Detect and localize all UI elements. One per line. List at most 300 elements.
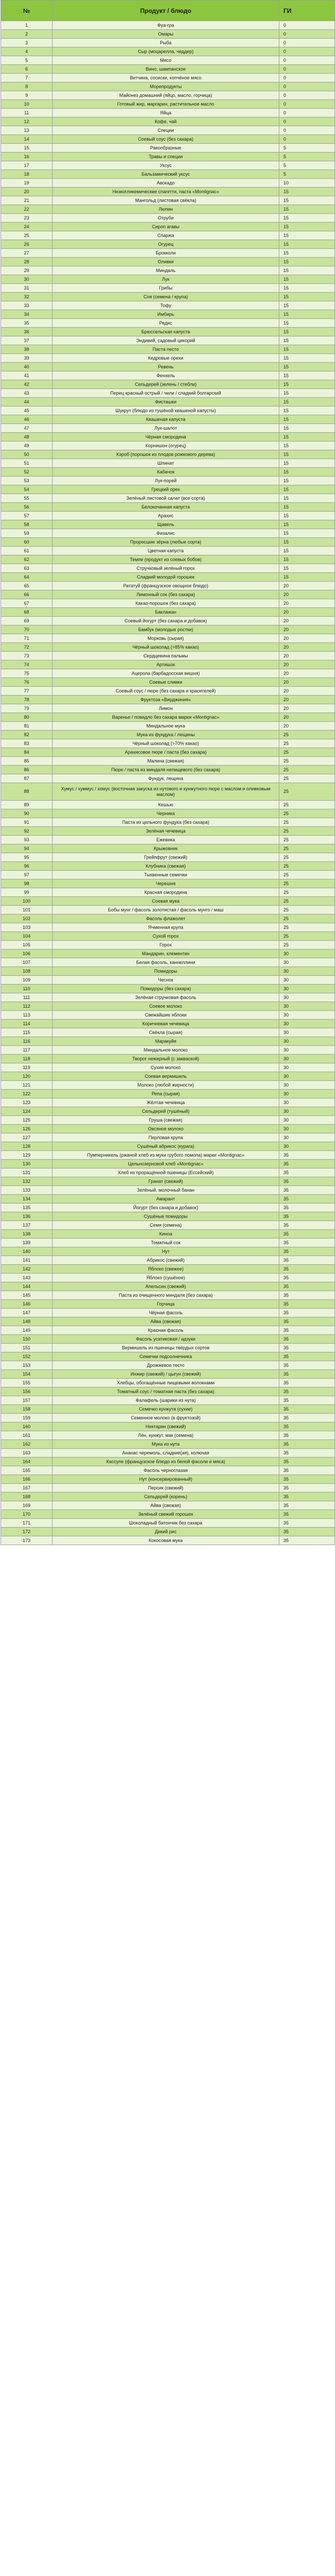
row-number: 93 xyxy=(1,836,53,844)
gi-value: 30 xyxy=(279,1072,335,1081)
gi-value: 30 xyxy=(279,950,335,958)
table-row xyxy=(1,371,335,380)
table-row xyxy=(1,1300,335,1309)
gi-value: 5 xyxy=(279,161,335,170)
row-number: 79 xyxy=(1,704,53,713)
row-number: 78 xyxy=(1,696,53,704)
gi-value: 35 xyxy=(279,1309,335,1317)
gi-value: 5 xyxy=(279,144,335,152)
header-gi: ГИ xyxy=(279,1,335,21)
product-name: Зелёный, молочный банан xyxy=(53,1186,279,1195)
row-number: 4 xyxy=(1,47,53,56)
product-name: Физалис xyxy=(53,529,279,538)
table-row xyxy=(1,293,335,301)
table-row xyxy=(1,1221,335,1230)
gi-value: 20 xyxy=(279,696,335,704)
table-row xyxy=(1,950,335,958)
gi-value: 35 xyxy=(279,1326,335,1335)
header-product: Продукт / блюдо xyxy=(53,1,279,21)
product-name: Семя (семена) xyxy=(53,1221,279,1230)
gi-value: 25 xyxy=(279,941,335,950)
gi-value: 30 xyxy=(279,1020,335,1028)
glycemic-index-table xyxy=(1,0,335,1545)
row-number: 130 xyxy=(1,1160,53,1168)
product-name: Клубника (свежая) xyxy=(53,862,279,871)
gi-value: 15 xyxy=(279,433,335,442)
table-row xyxy=(1,266,335,275)
gi-value: 0 xyxy=(279,100,335,109)
gi-value: 25 xyxy=(279,827,335,836)
product-name: Фасоль черноглазая xyxy=(53,1466,279,1475)
product-name: Репа (сырая) xyxy=(53,1090,279,1098)
table-row xyxy=(1,1361,335,1370)
row-number: 139 xyxy=(1,1239,53,1247)
row-number: 28 xyxy=(1,258,53,266)
row-number: 150 xyxy=(1,1335,53,1344)
product-name: Гранат (свежий) xyxy=(53,1177,279,1186)
table-row xyxy=(1,547,335,555)
row-number: 142 xyxy=(1,1265,53,1274)
table-row xyxy=(1,512,335,520)
table-row xyxy=(1,450,335,459)
gi-value: 0 xyxy=(279,82,335,91)
gi-value: 0 xyxy=(279,135,335,144)
product-name: Фуа-гра xyxy=(53,21,279,30)
row-number: 39 xyxy=(1,354,53,363)
row-number: 90 xyxy=(1,809,53,818)
gi-value: 15 xyxy=(279,275,335,284)
row-number: 7 xyxy=(1,74,53,82)
table-row xyxy=(1,1309,335,1317)
gi-value: 30 xyxy=(279,1125,335,1133)
gi-value: 30 xyxy=(279,1116,335,1125)
table-row xyxy=(1,739,335,748)
gi-value: 20 xyxy=(279,660,335,669)
gi-value: 20 xyxy=(279,599,335,608)
product-name: Грибы xyxy=(53,284,279,293)
gi-value: 15 xyxy=(279,442,335,450)
product-name: Лён, кунжут, мак (семена) xyxy=(53,1431,279,1440)
product-name: Черника xyxy=(53,809,279,818)
gi-value: 15 xyxy=(279,240,335,249)
table-row xyxy=(1,1510,335,1519)
table-row xyxy=(1,573,335,582)
gi-value: 20 xyxy=(279,669,335,678)
product-name: Кешью xyxy=(53,801,279,809)
product-name: Арахис xyxy=(53,512,279,520)
row-number: 23 xyxy=(1,214,53,223)
gi-value: 25 xyxy=(279,801,335,809)
gi-value: 30 xyxy=(279,1107,335,1116)
product-name: Тыквенные семечки xyxy=(53,871,279,879)
table-row xyxy=(1,731,335,739)
table-row xyxy=(1,433,335,442)
row-number: 167 xyxy=(1,1484,53,1493)
row-number: 59 xyxy=(1,529,53,538)
table-row xyxy=(1,100,335,109)
row-number: 54 xyxy=(1,485,53,494)
row-number: 151 xyxy=(1,1344,53,1352)
gi-value: 25 xyxy=(279,844,335,853)
table-row xyxy=(1,634,335,643)
gi-value: 25 xyxy=(279,906,335,914)
gi-value: 35 xyxy=(279,1405,335,1414)
product-name: Огурец xyxy=(53,240,279,249)
row-number: 129 xyxy=(1,1151,53,1160)
row-number: 10 xyxy=(1,100,53,109)
product-name: Маракуйя xyxy=(53,1037,279,1046)
gi-value: 30 xyxy=(279,1037,335,1046)
row-number: 152 xyxy=(1,1352,53,1361)
row-number: 52 xyxy=(1,468,53,477)
table-row xyxy=(1,1422,335,1431)
table-row xyxy=(1,783,335,801)
table-row xyxy=(1,47,335,56)
gi-value: 20 xyxy=(279,625,335,634)
product-name: Соевые сливки xyxy=(53,678,279,687)
product-name: Помидоры (без сахара) xyxy=(53,985,279,993)
gi-value: 30 xyxy=(279,958,335,967)
table-row xyxy=(1,1519,335,1528)
table-row xyxy=(1,39,335,47)
row-number: 13 xyxy=(1,126,53,135)
table-row xyxy=(1,1484,335,1493)
gi-value: 25 xyxy=(279,757,335,766)
row-number: 126 xyxy=(1,1125,53,1133)
gi-value: 30 xyxy=(279,1046,335,1055)
gi-value: 35 xyxy=(279,1484,335,1493)
product-name: Бальзамический уксус xyxy=(53,170,279,179)
product-name: Ракообразные xyxy=(53,144,279,152)
gi-value: 0 xyxy=(279,126,335,135)
table-row xyxy=(1,30,335,39)
table-row xyxy=(1,555,335,564)
row-number: 88 xyxy=(1,783,53,801)
gi-value: 15 xyxy=(279,529,335,538)
gi-value: 30 xyxy=(279,1063,335,1072)
gi-value: 35 xyxy=(279,1160,335,1168)
row-number: 22 xyxy=(1,205,53,214)
gi-value: 15 xyxy=(279,310,335,319)
row-number: 56 xyxy=(1,503,53,512)
row-number: 51 xyxy=(1,459,53,468)
row-number: 170 xyxy=(1,1510,53,1519)
row-number: 146 xyxy=(1,1300,53,1309)
gi-value: 15 xyxy=(279,188,335,196)
product-name: Йогурт (без сахара и добавок) xyxy=(53,1204,279,1212)
row-number: 25 xyxy=(1,231,53,240)
table-row xyxy=(1,1536,335,1545)
product-name: Инжир (свежий) / цыгун (свежий) xyxy=(53,1370,279,1379)
gi-value: 35 xyxy=(279,1536,335,1545)
product-name: Соевое молоко xyxy=(53,1002,279,1011)
table-row xyxy=(1,477,335,485)
table-row xyxy=(1,862,335,871)
table-row xyxy=(1,1142,335,1151)
row-number: 68 xyxy=(1,608,53,617)
product-name: Малина (свежая) xyxy=(53,757,279,766)
product-name: Фенхель xyxy=(53,371,279,380)
table-row xyxy=(1,1239,335,1247)
gi-value: 5 xyxy=(279,152,335,161)
row-number: 1 xyxy=(1,21,53,30)
row-number: 83 xyxy=(1,739,53,748)
gi-value: 35 xyxy=(279,1300,335,1309)
product-name: Какао-порошок (без сахара) xyxy=(53,599,279,608)
product-name: Айва (свежая) xyxy=(53,1317,279,1326)
row-number: 64 xyxy=(1,573,53,582)
row-number: 143 xyxy=(1,1274,53,1282)
table-row xyxy=(1,249,335,258)
row-number: 84 xyxy=(1,748,53,757)
table-row xyxy=(1,109,335,117)
product-name: Сушёный абрикос (курага) xyxy=(53,1142,279,1151)
product-name: Сельдерей (корень) xyxy=(53,1493,279,1501)
row-number: 96 xyxy=(1,862,53,871)
product-name: Артишок xyxy=(53,660,279,669)
product-name: Мука из фундука / лещины xyxy=(53,731,279,739)
gi-value: 20 xyxy=(279,652,335,660)
product-name: Нут (консервированный) xyxy=(53,1475,279,1484)
gi-value: 35 xyxy=(279,1317,335,1326)
product-name: Специи xyxy=(53,126,279,135)
table-row xyxy=(1,152,335,161)
table-row xyxy=(1,914,335,923)
gi-value: 35 xyxy=(279,1239,335,1247)
product-name: Семенное молоко (в фруктозой) xyxy=(53,1414,279,1422)
table-row xyxy=(1,503,335,512)
product-name: Апельсин (свежий) xyxy=(53,1282,279,1291)
gi-value: 15 xyxy=(279,284,335,293)
row-number: 124 xyxy=(1,1107,53,1116)
product-name: Лук-шалот xyxy=(53,424,279,433)
row-number: 82 xyxy=(1,731,53,739)
table-row xyxy=(1,179,335,188)
row-number: 134 xyxy=(1,1195,53,1204)
table-row xyxy=(1,345,335,354)
gi-value: 0 xyxy=(279,65,335,74)
product-name: Бобы мунг / фасоль золотистая / фасоль мунго / маш xyxy=(53,906,279,914)
gi-value: 30 xyxy=(279,985,335,993)
product-name: Соевый соус / пюре (без сахара и красителей) xyxy=(53,687,279,696)
table-row xyxy=(1,161,335,170)
product-name: Мука из нута xyxy=(53,1440,279,1449)
row-number: 164 xyxy=(1,1458,53,1466)
gi-value: 35 xyxy=(279,1475,335,1484)
product-name: Фасоль усатиковая / адзуки xyxy=(53,1335,279,1344)
row-number: 32 xyxy=(1,293,53,301)
product-name: Варенье / повидло без сахара марки «Montignac» xyxy=(53,713,279,722)
gi-value: 35 xyxy=(279,1519,335,1528)
row-number: 44 xyxy=(1,398,53,406)
row-number: 147 xyxy=(1,1309,53,1317)
row-number: 158 xyxy=(1,1405,53,1414)
row-number: 15 xyxy=(1,144,53,152)
product-name: Помидоры xyxy=(53,967,279,976)
table-row xyxy=(1,599,335,608)
row-number: 45 xyxy=(1,406,53,415)
table-row xyxy=(1,888,335,897)
row-number: 30 xyxy=(1,275,53,284)
gi-value: 35 xyxy=(279,1449,335,1458)
table-row xyxy=(1,1247,335,1256)
row-number: 37 xyxy=(1,336,53,345)
gi-value: 20 xyxy=(279,678,335,687)
row-number: 75 xyxy=(1,669,53,678)
gi-value: 30 xyxy=(279,976,335,985)
gi-value: 35 xyxy=(279,1422,335,1431)
gi-value: 30 xyxy=(279,1098,335,1107)
product-name: Баклажан xyxy=(53,608,279,617)
table-row xyxy=(1,985,335,993)
row-number: 33 xyxy=(1,301,53,310)
gi-value: 15 xyxy=(279,214,335,223)
product-name: Вермишель из пшеницы твёрдых сортов xyxy=(53,1344,279,1352)
gi-value: 20 xyxy=(279,608,335,617)
gi-value: 25 xyxy=(279,783,335,801)
row-number: 24 xyxy=(1,223,53,231)
gi-value: 15 xyxy=(279,415,335,424)
table-row xyxy=(1,1098,335,1107)
table-row xyxy=(1,538,335,547)
gi-value: 25 xyxy=(279,897,335,906)
product-name: Овсяное молоко xyxy=(53,1125,279,1133)
row-number: 91 xyxy=(1,818,53,827)
row-number: 46 xyxy=(1,415,53,424)
table-row xyxy=(1,1160,335,1168)
product-name: Сельдерей (зелень / стебли) xyxy=(53,380,279,389)
table-row xyxy=(1,214,335,223)
row-number: 102 xyxy=(1,914,53,923)
row-number: 81 xyxy=(1,722,53,731)
table-row xyxy=(1,643,335,652)
row-number: 73 xyxy=(1,652,53,660)
row-number: 107 xyxy=(1,958,53,967)
product-name: Яйца xyxy=(53,109,279,117)
gi-value: 35 xyxy=(279,1256,335,1265)
table-row xyxy=(1,660,335,669)
table-row xyxy=(1,1002,335,1011)
gi-value: 35 xyxy=(279,1458,335,1466)
gi-value: 25 xyxy=(279,748,335,757)
table-row xyxy=(1,687,335,696)
table-row xyxy=(1,135,335,144)
table-header-row xyxy=(1,1,335,21)
table-row xyxy=(1,284,335,293)
row-number: 16 xyxy=(1,152,53,161)
product-name: Фалафель (шарики из нута) xyxy=(53,1396,279,1405)
table-row xyxy=(1,529,335,538)
row-number: 100 xyxy=(1,897,53,906)
gi-value: 15 xyxy=(279,266,335,275)
table-row xyxy=(1,1177,335,1186)
row-number: 97 xyxy=(1,871,53,879)
gi-value: 0 xyxy=(279,109,335,117)
product-name: Вино, шампанское xyxy=(53,65,279,74)
row-number: 86 xyxy=(1,766,53,774)
gi-value: 30 xyxy=(279,1133,335,1142)
product-name: Красная фасоль xyxy=(53,1326,279,1335)
row-number: 103 xyxy=(1,923,53,932)
row-number: 27 xyxy=(1,249,53,258)
table-row xyxy=(1,844,335,853)
table-row xyxy=(1,1414,335,1422)
product-name: Миндаль xyxy=(53,266,279,275)
row-number: 12 xyxy=(1,117,53,126)
row-number: 156 xyxy=(1,1387,53,1396)
gi-value: 15 xyxy=(279,345,335,354)
gi-value: 25 xyxy=(279,879,335,888)
table-row xyxy=(1,836,335,844)
gi-value: 30 xyxy=(279,1002,335,1011)
product-name: Лимонный сок (без сахара) xyxy=(53,590,279,599)
product-name: Яблоко (свежее) xyxy=(53,1265,279,1274)
product-name: Горчица xyxy=(53,1300,279,1309)
product-name: Киноа xyxy=(53,1230,279,1239)
table-row xyxy=(1,398,335,406)
gi-value: 15 xyxy=(279,319,335,328)
row-number: 135 xyxy=(1,1204,53,1212)
gi-value: 35 xyxy=(279,1414,335,1422)
gi-value: 20 xyxy=(279,713,335,722)
table-row xyxy=(1,494,335,503)
row-number: 133 xyxy=(1,1186,53,1195)
gi-value: 30 xyxy=(279,1081,335,1090)
row-number: 11 xyxy=(1,109,53,117)
table-row xyxy=(1,319,335,328)
row-number: 119 xyxy=(1,1063,53,1072)
table-row xyxy=(1,1274,335,1282)
gi-value: 15 xyxy=(279,223,335,231)
gi-value: 15 xyxy=(279,477,335,485)
table-row xyxy=(1,380,335,389)
row-number: 47 xyxy=(1,424,53,433)
table-row xyxy=(1,1168,335,1177)
table-row xyxy=(1,1133,335,1142)
table-row xyxy=(1,669,335,678)
gi-value: 35 xyxy=(279,1352,335,1361)
table-row xyxy=(1,871,335,879)
product-name: Кэроб (порошок из плодов рожкового дерева) xyxy=(53,450,279,459)
product-name: Ветчина, сосиски, копчёное мясо xyxy=(53,74,279,82)
product-name: Дрожжевое тесто xyxy=(53,1361,279,1370)
row-number: 63 xyxy=(1,564,53,573)
row-number: 9 xyxy=(1,91,53,100)
gi-value: 15 xyxy=(279,424,335,433)
product-name: Сухие молоко xyxy=(53,1063,279,1072)
table-row xyxy=(1,1020,335,1028)
table-row xyxy=(1,1291,335,1300)
product-name: Мандарин, клементин xyxy=(53,950,279,958)
table-row xyxy=(1,590,335,599)
gi-value: 25 xyxy=(279,888,335,897)
table-row xyxy=(1,74,335,82)
gi-value: 25 xyxy=(279,818,335,827)
product-name: Хлебцы, обогащённые пищевыми волокнами xyxy=(53,1379,279,1387)
row-number: 60 xyxy=(1,538,53,547)
row-number: 157 xyxy=(1,1396,53,1405)
gi-value: 0 xyxy=(279,47,335,56)
table-row xyxy=(1,1081,335,1090)
row-number: 166 xyxy=(1,1475,53,1484)
table-row xyxy=(1,336,335,345)
product-name: Коричневая чечевица xyxy=(53,1020,279,1028)
table-row xyxy=(1,328,335,336)
table-row xyxy=(1,1440,335,1449)
row-number: 137 xyxy=(1,1221,53,1230)
product-name: Грецкий орех xyxy=(53,485,279,494)
table-row xyxy=(1,1396,335,1405)
